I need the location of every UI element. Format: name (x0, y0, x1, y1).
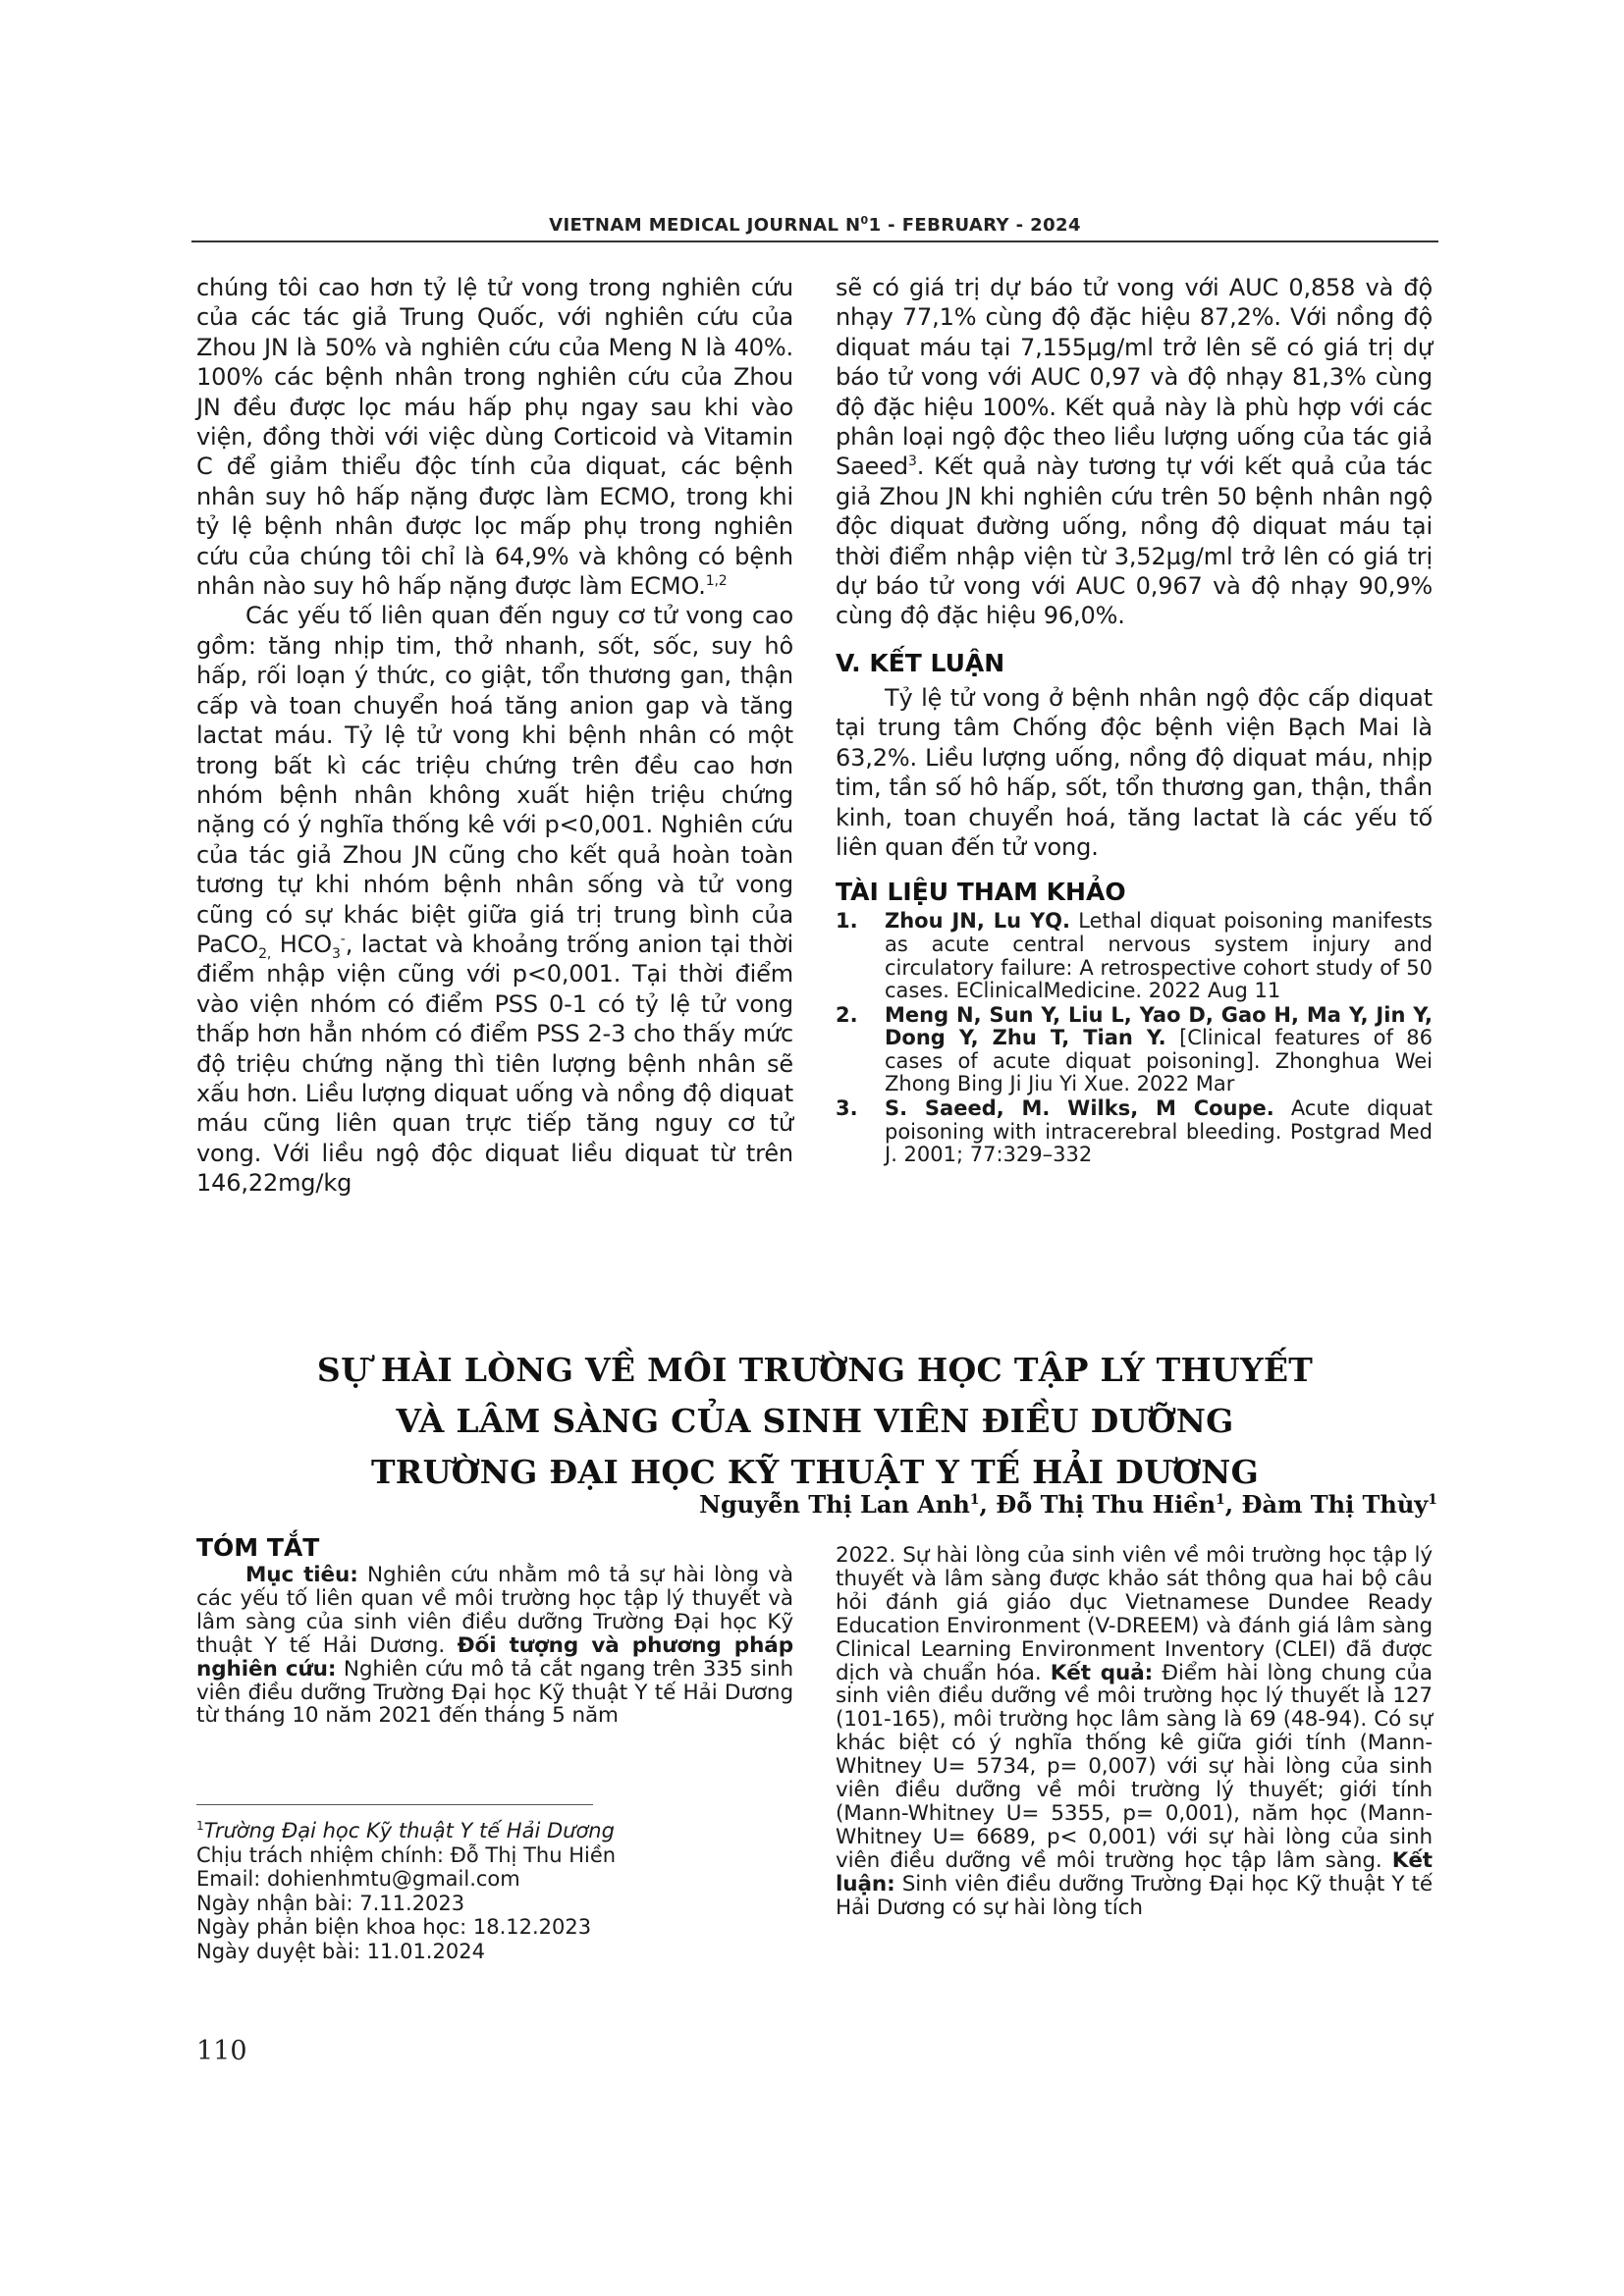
footnote-responsible: Chịu trách nhiệm chính: Đỗ Thị Thu Hiền (196, 1842, 617, 1867)
footnote-affiliation: $^1$Trường Đại học Kỹ thuật Y tế Hải Dương (196, 1819, 615, 1842)
reference-item: 3. S. Saeed, M. Wilks, M Coupe. Acute diquat poisoning with intracerebral bleeding. Postgrad Med J. 2001; 77:329–332 (836, 1096, 1434, 1167)
paragraph-continued: chúng tôi cao hơn tỷ lệ tử vong trong nghiên cứu của các tác giả Trung Quốc, với nghiên cứu của Zhou JN là 50% và nghiên cứu của Meng N là 40%. 100% các bệnh nhân trong nghiên cứu của Zhou JN đều được lọc máu hấp phụ ngay sau khi vào viện, đồng thời với việc dùng Corticoid và Vitamin C để giảm thiểu độc tính của diquat, các bệnh nhân suy hô hấp nặng được làm ECMO, trong khi tỷ lệ bệnh nhân được lọc mấp phụ trong nghiên cứu của chúng tôi chỉ là 64,9% và không có bệnh nhân nào suy hô hấp nặng được làm ECMO.$^{1,2}$ (196, 274, 793, 601)
conclusion-heading: V. KẾT LUẬN (836, 648, 1005, 677)
footnote (196, 1814, 793, 1963)
references-heading: TÀI LIỆU THAM KHẢO (836, 878, 1126, 907)
footnote-email: Email: dohienhmtu@gmail.com (196, 1867, 520, 1891)
abstract-paragraph: Mục tiêu: Nghiên cứu nhằm mô tả sự hài lòng và các yếu tố liên quan về môi trường học tập lý thuyết và lâm sàng của sinh viên điều dưỡng Trường Đại học Kỹ thuật Y tế Hải Dương. Đối tượng và phương pháp nghiên cứu: Nghiên cứu mô tả cắt ngang trên 335 sinh viên điều dưỡng Trường Đại học Kỹ thuật Y tế Hải Dương từ tháng 10 năm 2021 đến tháng 5 năm (196, 1563, 794, 1729)
reference-item: 2. Meng N, Sun Y, Liu L, Yao D, Gao H, Ma Y, Jin Y, Dong Y, Zhu T, Tian Y. [Clinical features of 86 cases of acute diquat poisoning]. Zhonghua Wei Zhong Bing Ji Jiu Yi Xue. 2022 Mar (836, 1002, 1433, 1096)
conclusion-paragraph: Tỷ lệ tử vong ở bệnh nhân ngộ độc cấp diquat tại trung tâm Chống độc bệnh viện Bạch Mai là 63,2%. Liều lượng uống, nồng độ diquat máu, nhịp tim, tần số hô hấp, sốt, tổn thương gan, thận, thần kinh, toan chuyển hoá, tăng lactat là các yếu tố liên quan đến tử vong. (836, 683, 1433, 861)
left-column-top (196, 273, 793, 1199)
page-number: 110 (196, 2036, 247, 2066)
reference-item: 1. Zhou JN, Lu YQ. Lethal diquat poisoning manifests as acute central nervous system injury and circulatory failure: A retrospective cohort study of 50 cases. EClinicalMedicine. 2022 Aug 11 (836, 909, 1433, 1003)
abstract-heading: TÓM TẮT (196, 1533, 320, 1562)
title-line: VÀ LÂM SÀNG CỦA SINH VIÊN ĐIỀU DƯỠNG (396, 1402, 1234, 1440)
footnote-rule (196, 1804, 593, 1805)
footnote-received: Ngày nhận bài: 7.11.2023 (196, 1891, 465, 1915)
footnote-approved: Ngày duyệt bài: 11.01.2024 (196, 1939, 485, 1963)
title-line: SỰ HÀI LÒNG VỀ MÔI TRƯỜNG HỌC TẬP LÝ THUYẾT (316, 1351, 1314, 1389)
author-list: Nguyễn Thị Lan Anh$^1$, Đỗ Thị Thu Hiền$^1$, Đàm Thị Thùy$^1$ (699, 1490, 1437, 1519)
references-list (836, 910, 1433, 1167)
abstract-right (836, 1544, 1433, 1920)
right-column-top (836, 273, 1433, 1168)
article-title (191, 1345, 1438, 1498)
footnote-reviewed: Ngày phản biện khoa học: 18.12.2023 (196, 1915, 592, 1939)
header-rule (191, 240, 1438, 242)
paragraph-auc: sẽ có giá trị dự báo tử vong với AUC 0,858 và độ nhạy 77,1% cùng độ đặc hiệu 87,2%. Với nồng độ diquat máu tại 7,155µg/ml trở lên sẽ có giá trị dự báo tử vong với AUC 0,97 và độ nhạy 81,3% cùng độ đặc hiệu 100%. Kết quả này là phù hợp với các phân loại ngộ độc theo liều lượng uống của tác giả Saeed$^3$. Kết quả này tương tự với kết quả của tác giả Zhou JN khi nghiên cứu trên 50 bệnh nhân ngộ độc diquat đường uống, nồng độ diquat máu tại thời điểm nhập viện từ 3,52µg/ml trở lên có giá trị dự báo tử vong với AUC 0,967 và độ nhạy 90,9% cùng độ đặc hiệu 96,0%. (836, 274, 1433, 630)
title-line: TRƯỜNG ĐẠI HỌC KỸ THUẬT Y TẾ HẢI DƯƠNG (370, 1453, 1260, 1491)
abstract-left (196, 1533, 793, 1728)
journal-header: VIETNAM MEDICAL JOURNAL $N^01$ - FEBRUARY - 2024 (549, 214, 1081, 236)
paragraph-risk-factors: Các yếu tố liên quan đến nguy cơ tử vong cao gồm: tăng nhịp tim, thở nhanh, sốt, sốc, suy hô hấp, rối loạn ý thức, co giật, tổn thương gan, thận cấp và toan chuyển hoá tăng anion gap và tăng lactat máu. Tỷ lệ tử vong khi bệnh nhân có một trong bất kì các triệu chứng trên đều cao hơn nhóm bệnh nhân không xuất hiện triệu chứng nặng có ý nghĩa thống kê với p<0,001. Nghiên cứu của tác giả Zhou JN cũng cho kết quả hoàn toàn tương tự khi nhóm bệnh nhân sống và tử vong cũng có sự khác biệt giữa giá trị trung bình của PaCO$_{2,}$ $HCO_3^-$, lactat và khoảng trống anion tại thời điểm nhập viện cũng với p<0,001. Tại thời điểm vào viện nhóm có điểm PSS 0-1 có tỷ lệ tử vong thấp hơn hẳn nhóm có điểm PSS 2-3 cho thấy mức độ triệu chứng nặng thì tiên lượng bệnh nhân sẽ xấu hơn. Liều lượng diquat uống và nồng độ diquat máu cũng liên quan trực tiếp tăng nguy cơ tử vong. Với liều ngộ độc diquat liều diquat từ trên 146,22mg/kg (196, 602, 794, 1198)
abstract-paragraph-continued: 2022. Sự hài lòng của sinh viên về môi trường học tập lý thuyết và lâm sàng được khảo sát thông qua hai bộ câu hỏi đánh giá giáo dục Vietnamese Dundee Ready Education Environment (V-DREEM) và đánh giá lâm sàng Clinical Learning Environment Inventory (CLEI) đã được dịch và chuẩn hóa. Kết quả: Điểm hài lòng chung của sinh viên điều dưỡng về môi trường học lý thuyết là 127 (101-165), môi trường học lâm sàng là 69 (48-94). Có sự khác biệt có ý nghĩa thống kê giữa giới tính (Mann-Whitney U= 5734, p= 0,007) với sự hài lòng của sinh viên điều dưỡng về môi trường lý thuyết; giới tính (Mann-Whitney U= 5355, p= 0,001), năm học (Mann-Whitney U= 6689, p< 0,001) với sự hài lòng của sinh viên điều dưỡng về môi trường học tập lâm sàng. Kết luận: Sinh viên điều dưỡng Trường Đại học Kỹ thuật Y tế Hải Dương có sự hài lòng tích (836, 1543, 1433, 1920)
